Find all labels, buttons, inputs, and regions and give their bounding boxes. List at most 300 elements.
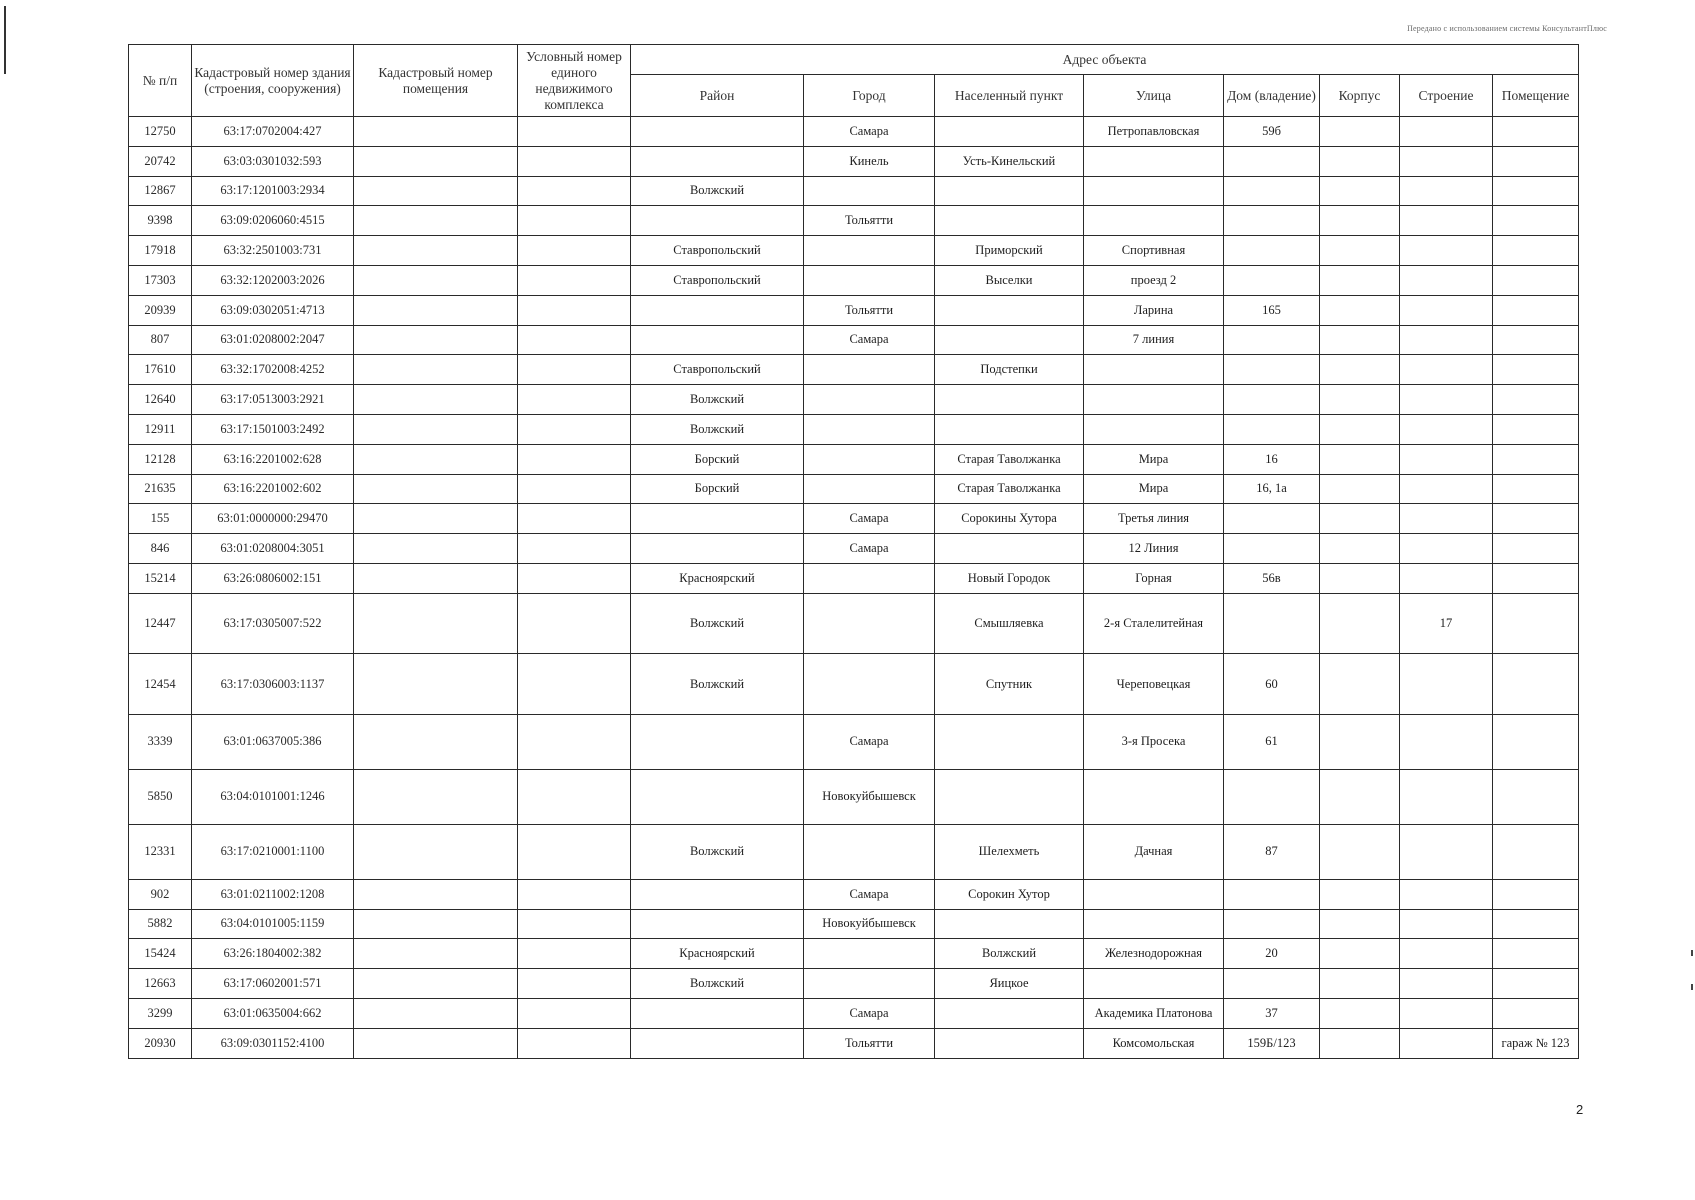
cell-cadastral-room [354, 236, 518, 266]
cell-building [1320, 909, 1400, 939]
cell-num: 15214 [129, 563, 192, 593]
cell-district: Борский [631, 474, 804, 504]
table-row [129, 909, 1579, 939]
cell-city [804, 444, 935, 474]
cell-building [1320, 236, 1400, 266]
cell-room [1493, 265, 1579, 295]
cell-building [1320, 117, 1400, 147]
cell-city [804, 593, 935, 654]
header-cadastral-room: Кадастровый номер помещения [354, 45, 518, 117]
cell-city: Самара [804, 998, 935, 1028]
cell-district [631, 534, 804, 564]
cell-house [1224, 414, 1320, 444]
cell-cadastral-room [354, 146, 518, 176]
cell-house: 37 [1224, 998, 1320, 1028]
cell-street: Комсомольская [1084, 1028, 1224, 1058]
cell-conditional-number [518, 414, 631, 444]
cell-structure [1400, 295, 1493, 325]
table-row [129, 295, 1579, 325]
cell-room [1493, 998, 1579, 1028]
cell-city: Самара [804, 879, 935, 909]
table-row [129, 654, 1579, 715]
cell-house: 56в [1224, 563, 1320, 593]
cell-district [631, 146, 804, 176]
cell-cadastral-room [354, 117, 518, 147]
cell-building [1320, 593, 1400, 654]
cell-room [1493, 355, 1579, 385]
cell-conditional-number [518, 824, 631, 879]
cell-conditional-number [518, 236, 631, 266]
cell-conditional-number [518, 176, 631, 206]
cell-room [1493, 325, 1579, 355]
cell-cadastral-building: 63:17:1201003:2934 [192, 176, 354, 206]
cell-city [804, 414, 935, 444]
cell-cadastral-building: 63:01:0637005:386 [192, 714, 354, 769]
cell-city: Самара [804, 325, 935, 355]
cell-room [1493, 176, 1579, 206]
cell-city: Самара [804, 117, 935, 147]
cell-building [1320, 769, 1400, 824]
cell-city: Тольятти [804, 1028, 935, 1058]
cell-cadastral-room [354, 909, 518, 939]
cell-cadastral-room [354, 504, 518, 534]
cell-conditional-number [518, 385, 631, 415]
cell-house [1224, 265, 1320, 295]
cell-settlement: Новый Городок [935, 563, 1084, 593]
cell-cadastral-room [354, 385, 518, 415]
cell-cadastral-room [354, 879, 518, 909]
cell-conditional-number [518, 355, 631, 385]
table-row [129, 769, 1579, 824]
header-structure: Строение [1400, 75, 1493, 117]
cell-settlement [935, 1028, 1084, 1058]
cell-conditional-number [518, 879, 631, 909]
cell-building [1320, 206, 1400, 236]
cell-building [1320, 939, 1400, 969]
cell-cadastral-building: 63:26:0806002:151 [192, 563, 354, 593]
cell-settlement [935, 414, 1084, 444]
cell-district: Ставропольский [631, 265, 804, 295]
cell-structure [1400, 969, 1493, 999]
cell-cadastral-building: 63:03:0301032:593 [192, 146, 354, 176]
cell-settlement [935, 325, 1084, 355]
cell-conditional-number [518, 563, 631, 593]
cell-street: Третья линия [1084, 504, 1224, 534]
cell-house: 16 [1224, 444, 1320, 474]
cell-city: Кинель [804, 146, 935, 176]
cell-district: Волжский [631, 969, 804, 999]
cell-room [1493, 824, 1579, 879]
cell-building [1320, 969, 1400, 999]
cell-settlement: Подстепки [935, 355, 1084, 385]
cell-district [631, 1028, 804, 1058]
cell-cadastral-building: 63:17:0702004:427 [192, 117, 354, 147]
cell-city: Самара [804, 714, 935, 769]
cell-cadastral-room [354, 824, 518, 879]
table-row [129, 146, 1579, 176]
cell-cadastral-building: 63:17:0305007:522 [192, 593, 354, 654]
cell-num: 12331 [129, 824, 192, 879]
cell-structure [1400, 939, 1493, 969]
cell-room [1493, 414, 1579, 444]
cell-settlement [935, 206, 1084, 236]
cell-cadastral-room [354, 939, 518, 969]
cell-room: гараж № 123 [1493, 1028, 1579, 1058]
cell-structure [1400, 236, 1493, 266]
cell-structure [1400, 206, 1493, 236]
cell-building [1320, 355, 1400, 385]
cell-district: Волжский [631, 176, 804, 206]
table-row [129, 385, 1579, 415]
cell-num: 12447 [129, 593, 192, 654]
cell-room [1493, 295, 1579, 325]
cell-house: 60 [1224, 654, 1320, 715]
cell-conditional-number [518, 504, 631, 534]
table-row [129, 117, 1579, 147]
cell-num: 902 [129, 879, 192, 909]
cell-building [1320, 265, 1400, 295]
cell-city [804, 236, 935, 266]
cell-cadastral-building: 63:09:0206060:4515 [192, 206, 354, 236]
cell-cadastral-building: 63:01:0208002:2047 [192, 325, 354, 355]
cell-num: 12663 [129, 969, 192, 999]
cell-building [1320, 534, 1400, 564]
cell-room [1493, 504, 1579, 534]
cell-house [1224, 146, 1320, 176]
cell-num: 12911 [129, 414, 192, 444]
cell-street: 12 Линия [1084, 534, 1224, 564]
header-conditional-number: Условный номер единого недвижимого комплекса [518, 45, 631, 117]
cell-city: Новокуйбышевск [804, 769, 935, 824]
cell-building [1320, 504, 1400, 534]
cell-conditional-number [518, 593, 631, 654]
cell-district [631, 714, 804, 769]
cell-settlement [935, 176, 1084, 206]
cell-structure [1400, 117, 1493, 147]
cell-city [804, 355, 935, 385]
cell-num: 17303 [129, 265, 192, 295]
cell-conditional-number [518, 474, 631, 504]
cell-building [1320, 414, 1400, 444]
cell-structure: 17 [1400, 593, 1493, 654]
table-row [129, 265, 1579, 295]
cell-district: Волжский [631, 824, 804, 879]
cell-settlement: Сорокины Хутора [935, 504, 1084, 534]
header-city: Город [804, 75, 935, 117]
cell-cadastral-room [354, 474, 518, 504]
cell-room [1493, 593, 1579, 654]
cell-cadastral-building: 63:32:1702008:4252 [192, 355, 354, 385]
cell-conditional-number [518, 534, 631, 564]
cell-cadastral-building: 63:04:0101005:1159 [192, 909, 354, 939]
cell-street: Дачная [1084, 824, 1224, 879]
cell-room [1493, 236, 1579, 266]
cell-room [1493, 879, 1579, 909]
cell-structure [1400, 444, 1493, 474]
cell-structure [1400, 654, 1493, 715]
cell-street [1084, 385, 1224, 415]
cell-street: Академика Платонова [1084, 998, 1224, 1028]
cell-conditional-number [518, 444, 631, 474]
cell-city [804, 176, 935, 206]
cell-num: 846 [129, 534, 192, 564]
cell-street [1084, 769, 1224, 824]
cell-settlement: Старая Таволжанка [935, 444, 1084, 474]
cell-cadastral-room [354, 1028, 518, 1058]
cell-building [1320, 714, 1400, 769]
cell-conditional-number [518, 939, 631, 969]
cell-conditional-number [518, 146, 631, 176]
cell-num: 12867 [129, 176, 192, 206]
cell-house [1224, 236, 1320, 266]
cell-building [1320, 385, 1400, 415]
cell-cadastral-room [354, 998, 518, 1028]
cell-cadastral-building: 63:17:0602001:571 [192, 969, 354, 999]
cell-settlement: Волжский [935, 939, 1084, 969]
header-house: Дом (владение) [1224, 75, 1320, 117]
cell-settlement: Старая Таволжанка [935, 474, 1084, 504]
cell-street [1084, 146, 1224, 176]
cell-district: Ставропольский [631, 355, 804, 385]
cell-street: 3-я Просека [1084, 714, 1224, 769]
table-row [129, 879, 1579, 909]
cell-settlement [935, 295, 1084, 325]
cell-city: Самара [804, 534, 935, 564]
cell-room [1493, 117, 1579, 147]
cell-structure [1400, 1028, 1493, 1058]
cell-num: 12750 [129, 117, 192, 147]
cell-conditional-number [518, 206, 631, 236]
cell-cadastral-building: 63:01:0000000:29470 [192, 504, 354, 534]
cell-house [1224, 176, 1320, 206]
cell-conditional-number [518, 998, 631, 1028]
cell-city: Новокуйбышевск [804, 909, 935, 939]
cell-cadastral-room [354, 563, 518, 593]
cell-num: 807 [129, 325, 192, 355]
cell-cadastral-room [354, 414, 518, 444]
cell-room [1493, 206, 1579, 236]
cell-structure [1400, 176, 1493, 206]
cell-settlement: Яицкое [935, 969, 1084, 999]
cell-structure [1400, 824, 1493, 879]
cell-cadastral-building: 63:09:0302051:4713 [192, 295, 354, 325]
cell-district [631, 998, 804, 1028]
cell-conditional-number [518, 295, 631, 325]
cell-street: 2-я Сталелитейная [1084, 593, 1224, 654]
table-row [129, 444, 1579, 474]
cell-city [804, 939, 935, 969]
cell-district [631, 206, 804, 236]
cell-structure [1400, 385, 1493, 415]
cell-house [1224, 593, 1320, 654]
cell-cadastral-building: 63:17:1501003:2492 [192, 414, 354, 444]
cell-structure [1400, 504, 1493, 534]
cell-cadastral-room [354, 444, 518, 474]
cell-num: 3299 [129, 998, 192, 1028]
cell-cadastral-room [354, 295, 518, 325]
cell-room [1493, 563, 1579, 593]
table-row [129, 176, 1579, 206]
cell-settlement: Смышляевка [935, 593, 1084, 654]
cell-street: Спортивная [1084, 236, 1224, 266]
cell-cadastral-building: 63:04:0101001:1246 [192, 769, 354, 824]
cell-district: Волжский [631, 385, 804, 415]
cell-conditional-number [518, 969, 631, 999]
cell-district: Волжский [631, 593, 804, 654]
cell-city [804, 969, 935, 999]
cell-num: 12640 [129, 385, 192, 415]
cell-street: проезд 2 [1084, 265, 1224, 295]
cell-building [1320, 998, 1400, 1028]
table-row [129, 593, 1579, 654]
cell-cadastral-room [354, 654, 518, 715]
cell-settlement: Сорокин Хутор [935, 879, 1084, 909]
cell-conditional-number [518, 654, 631, 715]
cell-structure [1400, 769, 1493, 824]
cell-street [1084, 206, 1224, 236]
cell-room [1493, 474, 1579, 504]
cell-house: 87 [1224, 824, 1320, 879]
cell-street: Горная [1084, 563, 1224, 593]
cell-city [804, 654, 935, 715]
cell-structure [1400, 146, 1493, 176]
cell-city [804, 563, 935, 593]
cell-cadastral-building: 63:17:0210001:1100 [192, 824, 354, 879]
cell-room [1493, 939, 1579, 969]
cell-building [1320, 146, 1400, 176]
cell-settlement [935, 769, 1084, 824]
cell-room [1493, 769, 1579, 824]
table-row [129, 474, 1579, 504]
cell-num: 12128 [129, 444, 192, 474]
cell-num: 20930 [129, 1028, 192, 1058]
header-room: Помещение [1493, 75, 1579, 117]
cell-district: Красноярский [631, 939, 804, 969]
cell-num: 155 [129, 504, 192, 534]
cell-building [1320, 474, 1400, 504]
cell-room [1493, 385, 1579, 415]
cell-cadastral-room [354, 593, 518, 654]
cell-structure [1400, 355, 1493, 385]
cell-num: 3339 [129, 714, 192, 769]
cell-district [631, 117, 804, 147]
cell-building [1320, 325, 1400, 355]
cell-settlement [935, 385, 1084, 415]
cell-num: 5882 [129, 909, 192, 939]
cell-cadastral-room [354, 176, 518, 206]
cell-settlement: Выселки [935, 265, 1084, 295]
header-address: Адрес объекта [631, 45, 1579, 75]
cell-house [1224, 385, 1320, 415]
cell-district [631, 504, 804, 534]
table-row [129, 969, 1579, 999]
cell-building [1320, 176, 1400, 206]
cell-cadastral-building: 63:16:2201002:602 [192, 474, 354, 504]
cell-street [1084, 909, 1224, 939]
cell-room [1493, 654, 1579, 715]
cell-city [804, 385, 935, 415]
cell-street: Мира [1084, 474, 1224, 504]
cell-room [1493, 146, 1579, 176]
cell-street [1084, 879, 1224, 909]
cell-room [1493, 534, 1579, 564]
cell-conditional-number [518, 1028, 631, 1058]
cell-city [804, 824, 935, 879]
cell-cadastral-building: 63:09:0301152:4100 [192, 1028, 354, 1058]
scan-edge-mark [1691, 984, 1693, 990]
cell-num: 20939 [129, 295, 192, 325]
page-number: 2 [1576, 1102, 1584, 1117]
cell-num: 21635 [129, 474, 192, 504]
cell-structure [1400, 909, 1493, 939]
cell-num: 5850 [129, 769, 192, 824]
table-row [129, 206, 1579, 236]
cell-num: 17918 [129, 236, 192, 266]
cell-house [1224, 879, 1320, 909]
cell-num: 12454 [129, 654, 192, 715]
cell-structure [1400, 879, 1493, 909]
table-row [129, 563, 1579, 593]
cell-structure [1400, 534, 1493, 564]
cell-district: Волжский [631, 654, 804, 715]
cell-room [1493, 969, 1579, 999]
cell-settlement [935, 714, 1084, 769]
cell-house [1224, 769, 1320, 824]
cell-structure [1400, 714, 1493, 769]
table-row [129, 236, 1579, 266]
cell-district: Красноярский [631, 563, 804, 593]
cell-building [1320, 654, 1400, 715]
cell-cadastral-building: 63:01:0208004:3051 [192, 534, 354, 564]
cell-street [1084, 355, 1224, 385]
cell-conditional-number [518, 714, 631, 769]
cell-district [631, 325, 804, 355]
table-row [129, 714, 1579, 769]
cell-structure [1400, 998, 1493, 1028]
table-row [129, 939, 1579, 969]
cell-house [1224, 325, 1320, 355]
table-row [129, 504, 1579, 534]
cell-building [1320, 1028, 1400, 1058]
cell-house [1224, 206, 1320, 236]
cell-settlement: Спутник [935, 654, 1084, 715]
cell-conditional-number [518, 265, 631, 295]
cell-street [1084, 969, 1224, 999]
cell-building [1320, 295, 1400, 325]
cell-settlement: Шелехметь [935, 824, 1084, 879]
cell-city: Самара [804, 504, 935, 534]
cell-building [1320, 879, 1400, 909]
cell-settlement [935, 117, 1084, 147]
cell-street: Петропавловская [1084, 117, 1224, 147]
cell-room [1493, 909, 1579, 939]
cell-street [1084, 414, 1224, 444]
cell-num: 9398 [129, 206, 192, 236]
cell-settlement [935, 998, 1084, 1028]
cell-conditional-number [518, 769, 631, 824]
cell-num: 20742 [129, 146, 192, 176]
cell-building [1320, 563, 1400, 593]
cell-cadastral-room [354, 714, 518, 769]
table-row [129, 998, 1579, 1028]
cell-cadastral-building: 63:32:2501003:731 [192, 236, 354, 266]
cell-street: Ларина [1084, 295, 1224, 325]
header-settlement: Населенный пункт [935, 75, 1084, 117]
table-row [129, 325, 1579, 355]
table-row [129, 824, 1579, 879]
cell-conditional-number [518, 909, 631, 939]
header-street: Улица [1084, 75, 1224, 117]
